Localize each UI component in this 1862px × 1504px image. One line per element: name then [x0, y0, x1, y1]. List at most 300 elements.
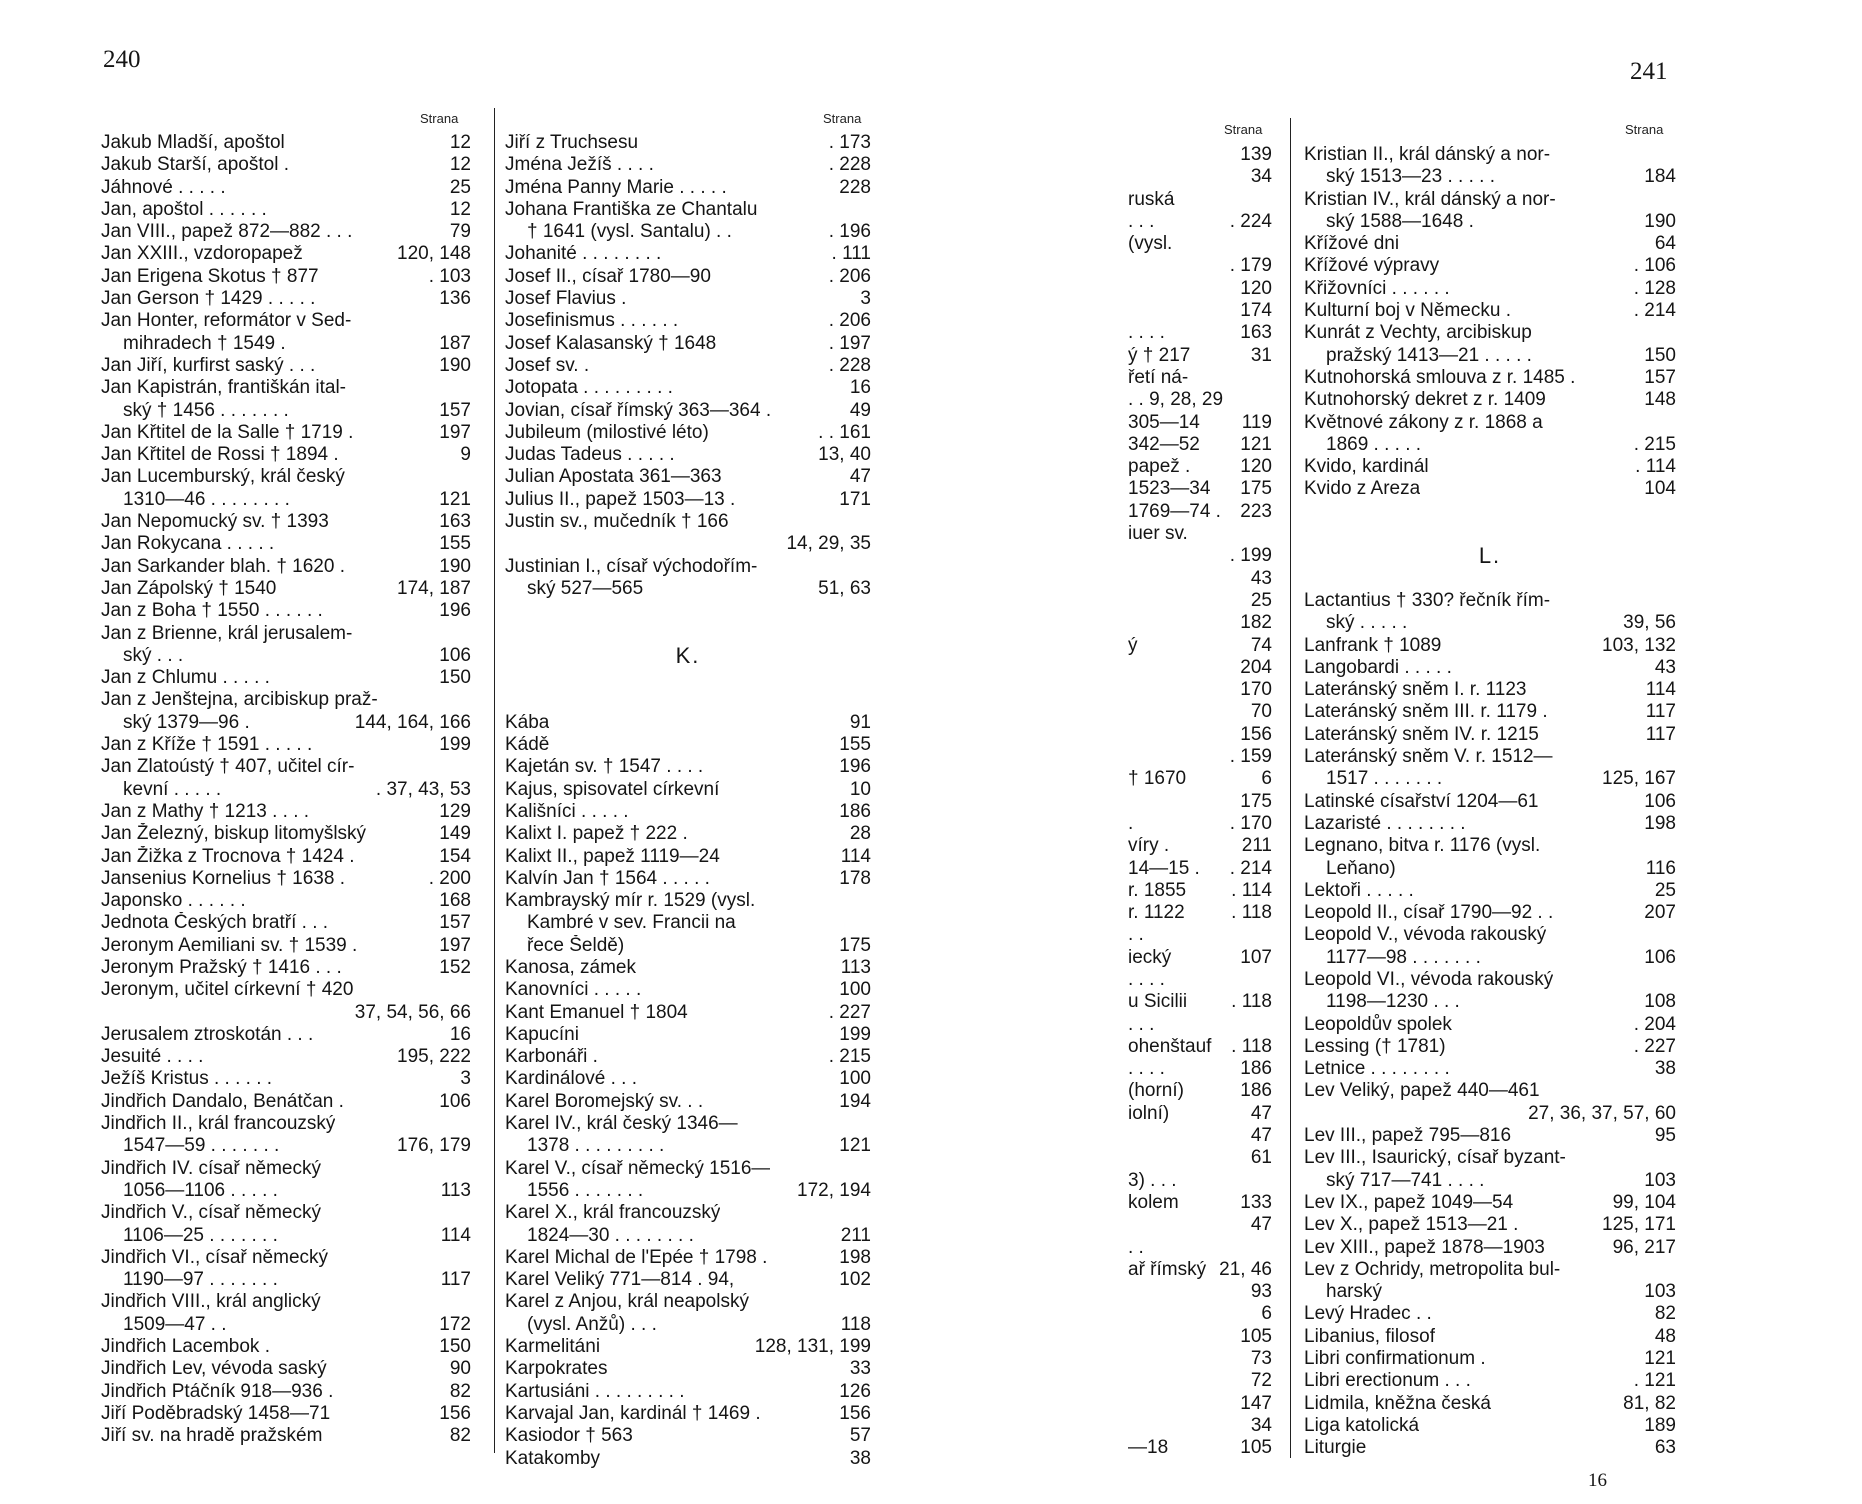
entry-pages [465, 466, 471, 488]
cut-entry-pages [1200, 233, 1272, 255]
index-entry [101, 1425, 471, 1447]
index-entry [505, 1358, 871, 1380]
entry-pages: . 227 [828, 1001, 871, 1023]
entry-pages: 148 [1644, 389, 1676, 411]
entry-pages: 129 [439, 800, 471, 822]
entry-pages: 207 [1644, 902, 1676, 924]
entry-pages [1670, 144, 1676, 166]
entry-pages: 155 [839, 734, 871, 756]
entry-pages: 198 [1644, 812, 1676, 834]
entry-pages: 82 [449, 1380, 471, 1402]
index-entry [505, 1158, 871, 1180]
entry-pages [865, 556, 871, 578]
entry-pages: . 228 [828, 154, 871, 176]
index-entry [101, 1002, 471, 1024]
entry-text: Jan z Chlumu . . . . . [101, 667, 270, 689]
entry-text: Jiří z Truchsesu [505, 132, 639, 153]
entry-text: Jan Gerson † 1429 . . . . . [101, 288, 316, 310]
entry-pages: 121 [1644, 1348, 1676, 1370]
index-entry [101, 221, 471, 243]
entry-pages: 152 [439, 956, 471, 978]
entry-pages [865, 199, 871, 221]
entry-pages [1670, 1259, 1676, 1281]
entry-text: Jovian, císař římský 363—364 . [505, 399, 772, 421]
entry-pages: 118 [840, 1313, 871, 1335]
entry-text: Jan Jiří, kurfirst saský . . . [101, 354, 316, 376]
index-entry [505, 511, 871, 533]
cut-entry-text: . . . . [1128, 322, 1165, 344]
entry-pages: 136 [439, 288, 471, 310]
entry-text: 1509—47 . . [123, 1313, 227, 1335]
entry-pages: . 214 [1633, 300, 1676, 322]
entry-text: Jan Nepomucký sv. † 1393 [101, 511, 329, 533]
entry-pages: 27, 36, 37, 57, 60 [1528, 1102, 1676, 1124]
entry-text: Jindřich Ptáčník 918—936 . [101, 1380, 334, 1402]
cut-entry-text: iecký [1128, 946, 1172, 968]
entry-pages: 16 [449, 1023, 471, 1045]
entry-pages [465, 1291, 471, 1313]
entry-text: Křížové výpravy [1304, 255, 1440, 277]
entry-pages: 47 [849, 466, 871, 488]
page-number-left: 240 [103, 46, 141, 73]
entry-pages: 108 [1644, 991, 1676, 1013]
entry-text: Josef Kalasanský † 1648 [505, 332, 717, 354]
index-entry [505, 266, 871, 288]
entry-text: Leopold II., císař 1790—92 . . [1304, 902, 1554, 924]
column-divider [1290, 118, 1291, 1458]
index-entry [505, 846, 871, 868]
cut-entry-pages: 105 [1240, 1437, 1272, 1459]
entry-pages: 12 [449, 132, 471, 153]
index-entry [505, 801, 871, 823]
entry-text: Karel Michal de l'Epée † 1798 . [505, 1246, 768, 1268]
entry-pages: 91 [849, 711, 871, 733]
index-entry [101, 667, 471, 689]
index-entry [101, 422, 471, 444]
entry-text: Jan z Jenštejna, arcibiskup praž- [101, 689, 378, 711]
cut-entry-pages: 47 [1250, 1214, 1272, 1236]
index-entry [505, 556, 871, 578]
entry-text: Jubileum (milostivé léto) [505, 421, 709, 443]
cut-entry-pages: 182 [1240, 612, 1272, 634]
entry-text: Lateránský sněm III. r. 1179 . [1304, 701, 1548, 723]
cut-entry-text: . . [1128, 1236, 1144, 1258]
index-entry [1304, 835, 1676, 857]
entry-pages: . 200 [428, 867, 471, 889]
index-entry [101, 556, 471, 578]
entry-text: Lessing († 1781) [1304, 1035, 1446, 1057]
index-entry [101, 489, 471, 511]
index-entry [505, 1403, 871, 1425]
cut-entry-text: . [1128, 812, 1134, 834]
cut-entry-pages [1200, 1170, 1272, 1192]
column-header-strana: Strana [823, 111, 862, 126]
entry-text: Kutnohorský dekret z r. 1409 [1304, 389, 1546, 411]
entry-text: Liga katolická [1304, 1414, 1420, 1436]
entry-text: Johanité . . . . . . . . [505, 243, 662, 265]
entry-pages: 196 [439, 600, 471, 622]
index-entry [505, 756, 871, 778]
index-entry [101, 1403, 471, 1425]
entry-pages: 121 [839, 1135, 871, 1157]
index-entry [1304, 189, 1676, 211]
entry-text: Jan Křtitel de la Salle † 1719 . [101, 421, 354, 443]
index-entry [1304, 924, 1676, 946]
entry-text: Jindřich V., císař německý [101, 1202, 321, 1224]
cut-entry-pages: 139 [1240, 144, 1272, 165]
entry-pages [465, 1113, 471, 1135]
index-entry [101, 288, 471, 310]
index-entry [1304, 300, 1676, 322]
entry-pages: 106 [1644, 790, 1676, 812]
index-entry [505, 1180, 871, 1202]
entry-pages: 103 [1644, 1281, 1676, 1303]
entry-pages: . 103 [428, 265, 471, 287]
index-entry [101, 377, 471, 399]
cut-entry-pages: 31 [1250, 344, 1272, 366]
entry-pages: 120, 148 [397, 243, 471, 265]
entry-pages: . 206 [828, 265, 871, 287]
cut-entry-text: . . . . [1128, 968, 1165, 990]
entry-pages [465, 756, 471, 778]
cut-entry-pages: 73 [1250, 1348, 1272, 1370]
index-entry [101, 1291, 471, 1313]
index-entry [101, 266, 471, 288]
entry-pages: 96, 217 [1612, 1236, 1676, 1258]
entry-pages [865, 1291, 871, 1313]
entry-text: 1517 . . . . . . . [1326, 768, 1443, 790]
entry-pages: 114 [840, 845, 871, 867]
index-entry [101, 310, 471, 332]
index-entry [505, 1002, 871, 1024]
index-entry [101, 890, 471, 912]
entry-text: Lev Veliký, papež 440—461 [1304, 1080, 1540, 1102]
index-entry [505, 355, 871, 377]
entry-pages [865, 912, 871, 934]
entry-text: Karmelitáni [505, 1336, 601, 1358]
entry-pages: 172 [439, 1313, 471, 1335]
index-entry [1304, 724, 1676, 746]
cut-entry-pages: 175 [1240, 478, 1272, 500]
entry-pages: 16 [849, 377, 871, 399]
entry-text: Kába [505, 711, 550, 733]
index-entry [101, 400, 471, 422]
entry-pages [465, 310, 471, 332]
cut-entry-text: 1523—34 [1128, 478, 1211, 500]
blank-line [1304, 501, 1676, 523]
index-entry [505, 1381, 871, 1403]
entry-text: Kalvín Jan † 1564 . . . . . [505, 867, 710, 889]
entry-pages: 38 [849, 1447, 871, 1469]
entry-text: Libri confirmationum . [1304, 1348, 1486, 1370]
entry-text: Latinské císařství 1204—61 [1304, 790, 1539, 812]
cut-entry-text: (vysl. [1128, 233, 1173, 255]
index-entry [1304, 1170, 1676, 1192]
cut-entry-pages: 147 [1240, 1392, 1272, 1414]
entry-text: Křižovníci . . . . . . [1304, 277, 1450, 299]
entry-text: Kunrát z Vechty, arcibiskup [1304, 322, 1532, 344]
index-entry [101, 511, 471, 533]
entry-pages: 211 [840, 1224, 871, 1246]
entry-pages: 103, 132 [1602, 634, 1676, 656]
cut-entry-text: iuer sv. [1128, 523, 1188, 545]
entry-pages: 79 [449, 221, 471, 243]
entry-pages: 100 [839, 1068, 871, 1090]
index-entry [1304, 322, 1676, 344]
entry-text: Jindřich Lev, vévoda saský [101, 1358, 327, 1380]
cut-entry-pages: 74 [1250, 634, 1272, 656]
entry-pages: 228 [839, 176, 871, 198]
entry-pages: 103 [1644, 1169, 1676, 1191]
entry-pages: 99, 104 [1612, 1191, 1676, 1213]
cut-entry-text: 342—52 [1128, 433, 1200, 455]
cut-entry-pages: 170 [1240, 679, 1272, 701]
entry-text: Lateránský sněm I. r. 1123 [1304, 679, 1527, 701]
entry-text: Kulturní boj v Německu . [1304, 300, 1511, 322]
index-entry [1304, 902, 1676, 924]
entry-text: 1190—97 . . . . . . . [123, 1269, 278, 1291]
entry-text: Lev III., papež 795—816 [1304, 1125, 1512, 1147]
entry-pages: 114 [1645, 679, 1676, 701]
entry-pages: . 37, 43, 53 [375, 778, 471, 800]
index-entry [1304, 969, 1676, 991]
index-entry [505, 489, 871, 511]
entry-pages: 172, 194 [797, 1179, 871, 1201]
entry-text: Kasiodor † 563 [505, 1425, 633, 1447]
entry-text: 1198—1230 . . . [1326, 991, 1460, 1013]
cut-entry-pages: 21, 46 [1219, 1258, 1272, 1280]
entry-text: Kardinálové . . . [505, 1068, 638, 1090]
entry-text: Karvajal Jan, kardinál † 1469 . [505, 1402, 761, 1424]
entry-pages [1670, 412, 1676, 434]
index-entry [101, 1358, 471, 1380]
index-entry [1304, 1192, 1676, 1214]
entry-text: Kant Emanuel † 1804 [505, 1001, 688, 1023]
entry-pages: 12 [449, 154, 471, 176]
entry-pages [1670, 322, 1676, 344]
entry-text: Jindřich VI., císař německý [101, 1246, 329, 1268]
entry-pages: . 215 [828, 1046, 871, 1068]
entry-pages: . 111 [831, 243, 871, 265]
entry-text: Jednota Českých bratří . . . [101, 912, 329, 934]
index-column-left-1 [101, 132, 471, 1448]
index-entry [505, 1202, 871, 1224]
entry-pages: . 204 [1633, 1013, 1676, 1035]
cut-entry-pages: 72 [1250, 1370, 1272, 1392]
entry-pages [465, 979, 471, 1001]
cut-entry-text: ař římský [1128, 1258, 1207, 1280]
entry-text: 1056—1106 . . . . . [123, 1179, 278, 1201]
entry-pages: 39, 56 [1623, 612, 1676, 634]
cut-entry-pages [1200, 523, 1272, 545]
index-entry [505, 154, 871, 176]
index-entry [101, 1135, 471, 1157]
index-entry [101, 578, 471, 600]
cut-entry-pages [1200, 1237, 1272, 1259]
index-column-cut-pages [1200, 144, 1272, 1460]
entry-text: Jeronym Aemiliani sv. † 1539 . [101, 934, 358, 956]
cut-entry-pages: . 159 [1229, 746, 1272, 768]
entry-text: Levý Hradec . . [1304, 1303, 1432, 1325]
index-entry [505, 177, 871, 199]
entry-pages: . 196 [828, 221, 871, 243]
entry-pages: 128, 131, 199 [754, 1336, 871, 1358]
entry-text: Jan XXIII., vzdoropapež [101, 243, 303, 265]
entry-text: Japonsko . . . . . . [101, 890, 246, 912]
cut-entry-pages: 93 [1250, 1281, 1272, 1303]
index-entry [1304, 144, 1676, 166]
column-divider [494, 108, 495, 1453]
entry-text: kevní . . . . . [123, 778, 222, 800]
entry-text: ský . . . . . [1326, 612, 1408, 634]
entry-pages: . 121 [1633, 1370, 1676, 1392]
index-entry [101, 912, 471, 934]
entry-pages [1670, 590, 1676, 612]
index-entry [101, 868, 471, 890]
entry-pages: 171 [839, 488, 871, 510]
entry-pages [1670, 1080, 1676, 1102]
entry-text: Kalixt I. papež † 222 . [505, 823, 688, 845]
entry-pages: 81, 82 [1623, 1392, 1676, 1414]
entry-pages [1670, 1147, 1676, 1169]
entry-pages: 157 [439, 912, 471, 934]
cut-entry-text: (horní) [1128, 1080, 1184, 1102]
cut-entry-text: ý † 217 [1128, 344, 1191, 366]
entry-pages: 38 [1654, 1058, 1676, 1080]
entry-text: Josefinismus . . . . . . [505, 310, 679, 332]
index-entry [1304, 768, 1676, 790]
index-entry [101, 1269, 471, 1291]
entry-text: Karel V., císař německý 1516— [505, 1157, 771, 1179]
cut-entry-text: ohenštauf [1128, 1035, 1212, 1057]
index-entry [505, 912, 871, 934]
entry-text: Kanosa, zámek [505, 956, 636, 978]
entry-pages: 117 [1645, 723, 1676, 745]
index-entry [505, 377, 871, 399]
index-entry [101, 1202, 471, 1224]
index-entry [1304, 858, 1676, 880]
index-entry [1304, 478, 1676, 500]
index-entry [505, 935, 871, 957]
index-entry [1304, 1014, 1676, 1036]
cut-entry-pages: 107 [1240, 946, 1272, 968]
entry-pages: 64 [1654, 233, 1676, 255]
entry-text: † 1641 (vysl. Santalu) . . [527, 221, 732, 243]
index-entry [101, 355, 471, 377]
entry-text: Lanfrank † 1089 [1304, 634, 1442, 656]
entry-pages: 43 [1654, 656, 1676, 678]
index-entry [1304, 1393, 1676, 1415]
entry-text: Jotopata . . . . . . . . . [505, 377, 673, 399]
entry-text: ský 717—741 . . . . [1326, 1169, 1485, 1191]
cut-entry-pages: 186 [1240, 1080, 1272, 1102]
entry-text: Leopold VI., vévoda rakouský [1304, 968, 1554, 990]
entry-pages: 48 [1654, 1325, 1676, 1347]
index-entry [1304, 1281, 1676, 1303]
entry-pages [865, 890, 871, 912]
index-entry [1304, 1036, 1676, 1058]
entry-text: Jan VIII., papež 872—882 . . . [101, 221, 353, 243]
index-entry [101, 712, 471, 734]
cut-entry-text: 3) . . . [1128, 1169, 1177, 1191]
index-entry [1304, 1058, 1676, 1080]
entry-text: Jindřich Dandalo, Benátčan . [101, 1090, 344, 1112]
entry-pages: 150 [439, 667, 471, 689]
entry-text: Kališníci . . . . . [505, 800, 629, 822]
entry-text: Lev XIII., papež 1878—1903 [1304, 1236, 1545, 1258]
entry-pages: 106 [439, 644, 471, 666]
entry-pages: 3 [460, 1068, 471, 1090]
cut-entry-text: u Sicilii [1128, 991, 1188, 1013]
entry-text: Jan z Brienne, král jerusalem- [101, 622, 353, 644]
entry-pages: 14, 29, 35 [786, 533, 871, 555]
entry-text: Kvido, kardinál [1304, 456, 1429, 478]
entry-pages: 106 [439, 1090, 471, 1112]
entry-text: Jan Křtitel de Rossi † 1894 . [101, 444, 339, 466]
entry-pages: 25 [449, 176, 471, 198]
cut-entry-pages: 133 [1240, 1191, 1272, 1213]
entry-text: Julian Apostata 361—363 [505, 466, 722, 488]
index-entry [1304, 635, 1676, 657]
entry-text: Legnano, bitva r. 1176 (vysl. [1304, 835, 1541, 857]
index-entry [505, 243, 871, 265]
index-entry [1304, 278, 1676, 300]
entry-text: Jindřich II., král francouzský [101, 1113, 336, 1135]
index-entry [1304, 1214, 1676, 1236]
entry-pages: 189 [1644, 1414, 1676, 1436]
entry-text: Kvido z Areza [1304, 478, 1421, 500]
entry-text: Kartusiáni . . . . . . . . . [505, 1380, 685, 1402]
entry-pages: . 206 [828, 310, 871, 332]
cut-entry-pages: . 118 [1231, 991, 1272, 1013]
index-entry [101, 756, 471, 778]
entry-pages: . 197 [828, 332, 871, 354]
entry-pages: 121 [439, 488, 471, 510]
cut-entry-text: iolní) [1128, 1102, 1170, 1124]
entry-text: Judas Tadeus . . . . . [505, 444, 675, 466]
index-entry [505, 1448, 871, 1470]
index-entry [1304, 367, 1676, 389]
entry-text: Lev III., Isaurický, císař byzant- [1304, 1147, 1566, 1169]
cut-entry-pages: 6 [1261, 1303, 1272, 1325]
cut-entry-pages [1200, 924, 1272, 946]
index-entry [505, 868, 871, 890]
cut-entry-pages: 211 [1241, 835, 1272, 857]
cut-entry-pages: 25 [1250, 589, 1272, 611]
entry-pages [1670, 835, 1676, 857]
index-entry [505, 444, 871, 466]
cut-entry-pages: 70 [1250, 701, 1272, 723]
index-entry [505, 712, 871, 734]
entry-pages: 178 [839, 867, 871, 889]
entry-text: Jan Sarkander blah. † 1620 . [101, 555, 346, 577]
index-entry [101, 1091, 471, 1113]
entry-pages: 155 [439, 533, 471, 555]
entry-pages: 117 [1645, 701, 1676, 723]
index-entry [1304, 1303, 1676, 1325]
blank-line [505, 623, 871, 645]
entry-text: Lev IX., papež 1049—54 [1304, 1191, 1514, 1213]
index-entry [1304, 1437, 1676, 1459]
entry-pages [465, 1158, 471, 1180]
index-entry [101, 243, 471, 265]
entry-pages: 126 [839, 1380, 871, 1402]
entry-pages: 187 [439, 332, 471, 354]
index-entry [505, 1135, 871, 1157]
entry-text: Jiří sv. na hradě pražském [101, 1425, 323, 1447]
cut-entry-pages: . 170 [1229, 812, 1272, 834]
entry-text: ský 1588—1648 . [1326, 210, 1474, 232]
